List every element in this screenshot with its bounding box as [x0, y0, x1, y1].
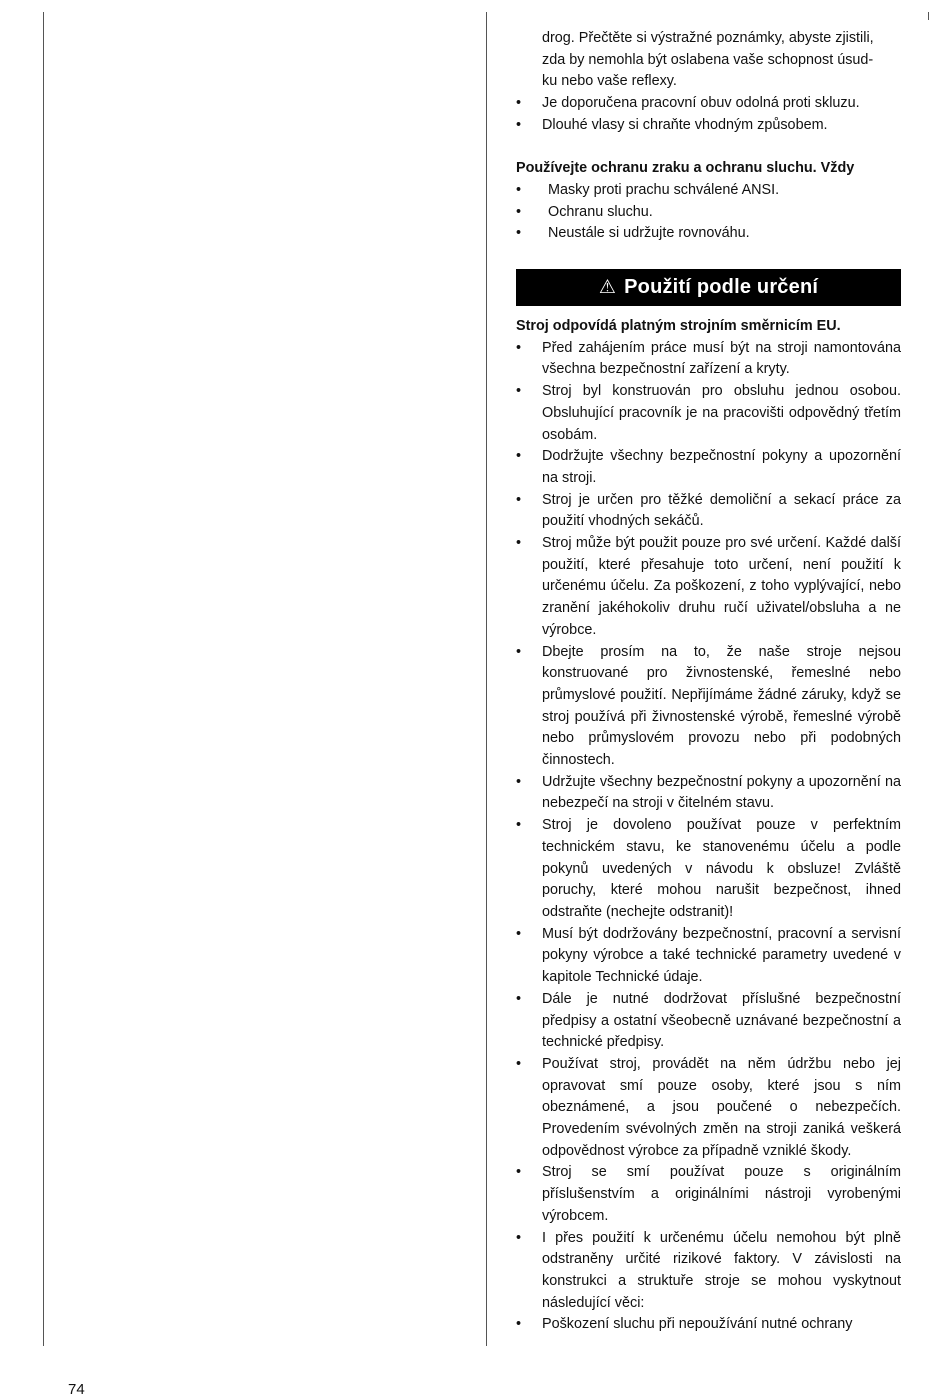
- list-item: • Dbejte prosím na to, že naše stroje nejsou konstruované pro živnostenské, řemeslné nebo průmyslové použití. Nepřijímáme žádné záruky, když se stroj používá při živnostenské výrobě, řemeslné výrobě nebo průmyslovém provozu nebo při podobných činnostech.: [516, 643, 901, 769]
- section-title: Použití podle určení: [624, 275, 819, 298]
- bullet-icon: •: [516, 491, 522, 508]
- continuation-line: drog. Přečtěte si výstražné poznámky, abyste zjistili,: [542, 30, 874, 46]
- bullet-icon: •: [516, 181, 522, 198]
- list-item: • Stroj je určen pro těžké demoliční a sekací práce za použití vhodných sekáčů.: [516, 491, 901, 530]
- list-item: • Stroj se smí používat pouze s originálním příslušenstvím a originálními nástroji vyrobenými výrobcem.: [516, 1164, 901, 1224]
- right-text-column: [516, 28, 901, 1336]
- warning-icon: ⚠: [598, 276, 617, 298]
- bullet-icon: •: [516, 203, 522, 220]
- bullet-icon: •: [516, 990, 522, 1007]
- list-item: • Používat stroj, provádět na něm údržbu nebo jej opravovat smí pouze osoby, které jsou s ním obeznámené, a jsou poučené o nebezpečích. Provedením svévolných změn na stroji zaniká veškerá odpovědnost výrobce za případně vzniklé škody.: [516, 1055, 901, 1159]
- list-item: • Stroj byl konstruován pro obsluhu jednou osobou. Obsluhující pracovník je na pracovišti odpovědný třetím osobám.: [516, 383, 901, 443]
- bullet-icon: •: [516, 448, 522, 465]
- bullet-icon: •: [516, 817, 522, 834]
- bullet-icon: •: [516, 1316, 522, 1333]
- section-bullet-list: [516, 338, 901, 1336]
- list-item: • Ochranu sluchu.: [516, 202, 901, 224]
- list-item: • Před zahájením práce musí být na stroji namontována všechna bezpečnostní zařízení a kryty.: [516, 339, 901, 378]
- page-number: 74: [68, 1381, 85, 1398]
- list-item: • Masky proti prachu schválené ANSI.: [516, 180, 901, 202]
- column-divider-rule: [486, 12, 487, 1346]
- bullet-icon: •: [516, 925, 522, 942]
- list-item: • Neustále si udržujte rovnováhu.: [516, 223, 901, 245]
- bullet-icon: •: [516, 643, 522, 660]
- bullet-icon: •: [516, 95, 522, 112]
- bullet-icon: •: [516, 1229, 522, 1246]
- bullet-icon: •: [516, 1164, 522, 1181]
- bullet-icon: •: [516, 383, 522, 400]
- section-banner: [516, 269, 901, 306]
- list-item: • Dále je nutné dodržovat příslušné bezpečnostní předpisy a ostatní všeobecně uznávané bezpečnostní a technické předpisy.: [516, 990, 901, 1051]
- bullet-icon: •: [516, 339, 522, 356]
- list-item: • Poškození sluchu při nepoužívání nutné ochrany: [516, 1314, 901, 1336]
- list-item: • Dodržujte všechny bezpečnostní pokyny a upozornění na stroji.: [516, 448, 901, 486]
- list-item: • Dlouhé vlasy si chraňte vhodným způsobem.: [516, 115, 901, 137]
- bullet-icon: •: [516, 116, 522, 133]
- bullet-icon: •: [516, 1055, 522, 1072]
- right-edge-rule: [928, 12, 929, 20]
- bullet-icon: •: [516, 535, 522, 552]
- bullet-icon: •: [516, 773, 522, 790]
- continuation-line: ku nebo vaše reflexy.: [542, 73, 677, 90]
- list-item: • Je doporučena pracovní obuv odolná proti skluzu.: [516, 93, 901, 115]
- continuation-line: zda by nemohla být oslabena vaše schopnost úsud-: [542, 51, 874, 68]
- list-item: • Udržujte všechny bezpečnostní pokyny a upozornění na nebezpečí na stroji v čitelném stavu.: [516, 773, 901, 812]
- list-item: • I přes použití k určenému účelu nemohou být plně odstraněny určité rizikové faktory. V závislosti na konstrukci a struktuře stroje se mohou vyskytnout následující věci:: [516, 1229, 901, 1311]
- section-subheading: Stroj odpovídá platným strojním směrnicím EU.: [516, 318, 841, 335]
- list-item: • Stroj je dovoleno používat pouze v perfektním technickém stavu, ke stanovenému účelu a podle pokynů uvedených v návodu k obsluze! Zvláště poruchy, které mohou narušit bezpečnost, ihned odstraňte (nechejte odstranit)!: [516, 817, 901, 920]
- protection-heading: Používejte ochranu zraku a ochranu sluchu. Vždy: [516, 160, 855, 177]
- list-item: • Stroj může být použit pouze pro své určení. Každé další použití, které přesahuje toto určení, není použití k určenému účelu. Za poškození, z toho vyplývající, nebo zranění jakéhokoliv druhu ručí uživatel/obsluha a ne výrobce.: [516, 535, 901, 638]
- bullet-icon: •: [516, 225, 522, 242]
- list-item: • Musí být dodržovány bezpečnostní, pracovní a servisní pokyny výrobce a také technické parametry uvedené v kapitole Technické údaje.: [516, 925, 901, 986]
- left-column-rule: [43, 12, 44, 1346]
